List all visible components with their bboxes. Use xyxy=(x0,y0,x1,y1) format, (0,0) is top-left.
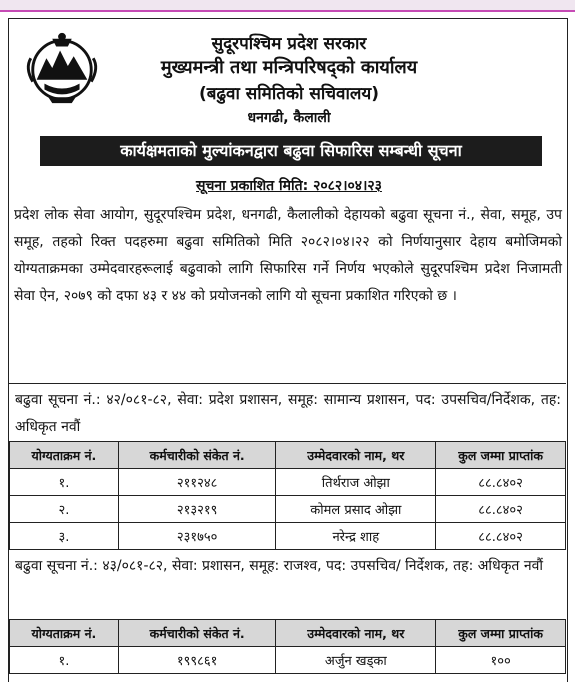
col-header-candidate-name: उम्मेदवारको नाम, थर xyxy=(276,620,436,647)
location: धनगढी, कैलाली xyxy=(247,110,331,126)
candidate-table-1 xyxy=(9,441,566,550)
government-title: सुदूरपश्चिम प्रदेश सरकार xyxy=(211,34,367,54)
table-header-row xyxy=(10,442,566,469)
office-title: मुख्यमन्त्री तथा मन्त्रिपरिषद्को कार्यालय xyxy=(160,57,418,78)
cell-total-score: ८८.८४०२ xyxy=(436,469,566,496)
cell-rank: १. xyxy=(10,647,119,674)
divider xyxy=(9,383,566,384)
publication-date: सूचना प्रकाशित मिति: २०८२।०४।२३ xyxy=(196,178,382,194)
top-strip xyxy=(0,0,575,12)
cell-total-score: १०० xyxy=(436,647,566,674)
notice-banner: कार्यक्षमताको मुल्यांकनद्वारा बढुवा सिफारिस सम्बन्धी सूचना xyxy=(40,136,542,166)
cell-rank: २. xyxy=(10,496,119,523)
cell-employee-code: २११२४८ xyxy=(118,469,276,496)
cell-candidate-name: तिर्थराज ओझा xyxy=(276,469,436,496)
table-row xyxy=(10,523,566,550)
secretariat-title: (बढुवा समितिको सचिवालय) xyxy=(198,84,380,104)
col-header-employee-code: कर्मचारीको संकेत नं. xyxy=(118,620,276,647)
col-header-employee-code: कर्मचारीको संकेत नं. xyxy=(118,442,276,469)
col-header-candidate-name: उम्मेदवारको नाम, थर xyxy=(276,442,436,469)
col-header-total-score: कुल जम्मा प्राप्तांक xyxy=(436,620,566,647)
notice-document xyxy=(8,18,568,682)
table-row xyxy=(10,469,566,496)
cell-rank: १. xyxy=(10,469,119,496)
cell-total-score: ८८.८४०२ xyxy=(436,523,566,550)
cell-employee-code: १९९८६१ xyxy=(118,647,276,674)
col-header-rank: योग्यताक्रम नं. xyxy=(10,442,119,469)
candidate-table-2 xyxy=(9,619,566,674)
cell-candidate-name: नरेन्द्र शाह xyxy=(276,523,436,550)
col-header-rank: योग्यताक्रम नं. xyxy=(10,620,119,647)
cell-employee-code: २३१७५० xyxy=(118,523,276,550)
cell-rank: ३. xyxy=(10,523,119,550)
cell-candidate-name: अर्जुन खड्का xyxy=(276,647,436,674)
notice-title-1: बढुवा सूचना नं.: ४२/०८१-८२, सेवा: प्रदेश प्रशासन, समूह: सामान्य प्रशासन, पद: उपसचिव/निर्देशक, तह: अधिकृत नवौं xyxy=(15,392,561,435)
table-header-row xyxy=(10,620,566,647)
col-header-total-score: कुल जम्मा प्राप्तांक xyxy=(436,442,566,469)
notice-paragraph: प्रदेश लोक सेवा आयोग, सुदूरपश्चिम प्रदेश, धनगढी, कैलालीको देहायको बढुवा सूचना नं., सेवा, समूह, उप समूह, तहको रिक्त पदहरुमा बढुवा समितिको मिति २०८२।०४।२२ को निर्णयानुसार देहाय बमोजिमको योग्यताक्रमका उम्मेदवारहरूलाई बढुवाको लागि सिफारिस गर्ने निर्णय भएकोले सुदूरपश्चिम प्रदेश निजामती सेवा ऐन, २०७९ को दफा ४३ र ४४ को प्रयोजनको लागि यो सूचना प्रकाशित गरिएको छ । xyxy=(14,207,562,304)
cell-employee-code: २१३२१९ xyxy=(118,496,276,523)
table-row xyxy=(10,496,566,523)
cell-total-score: ८८.८४०२ xyxy=(436,496,566,523)
cell-candidate-name: कोमल प्रसाद ओझा xyxy=(276,496,436,523)
table-row xyxy=(10,647,566,674)
notice-title-2: बढुवा सूचना नं.: ४३/०८१-८२, सेवा: प्रशासन, समूह: राजश्व, पद: उपसचिव/ निर्देशक, तह: अधिकृत नवौं xyxy=(15,558,544,574)
